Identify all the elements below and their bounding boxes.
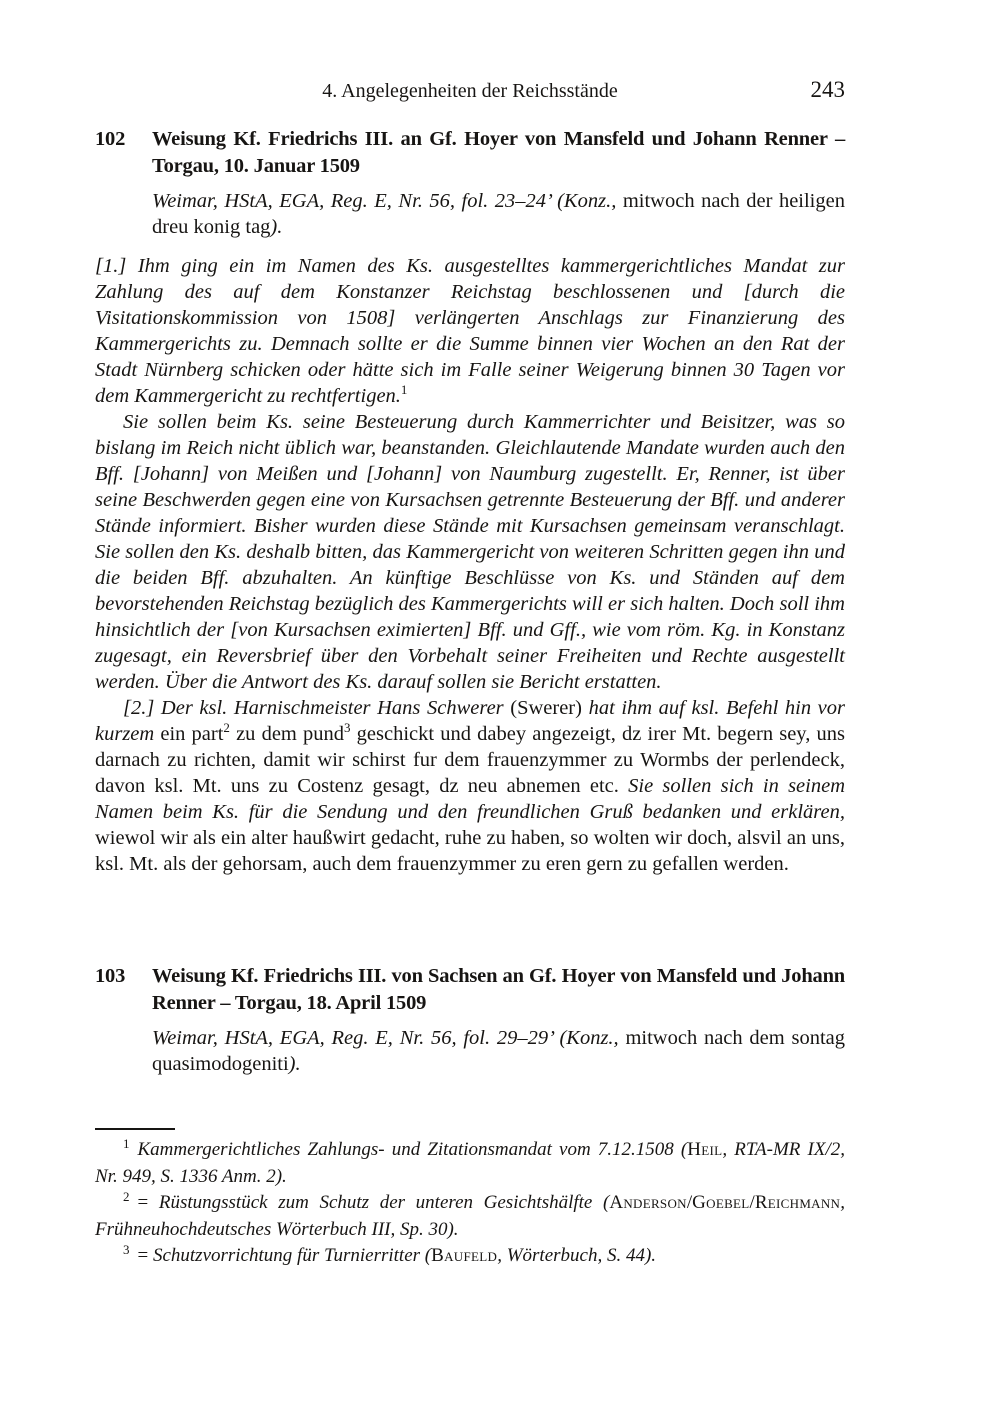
- footnote-marker: 1: [123, 1135, 130, 1151]
- source-closing: ).: [288, 1053, 301, 1075]
- entry-102-heading: [95, 126, 845, 180]
- footnote-text: Kammergerichtliches Zahlungs- und Zitationsmandat vom 7.12.1508 (: [137, 1139, 688, 1160]
- author-separator: /: [749, 1192, 755, 1213]
- summary-text: [2.] Der ksl. Harnischmeister Hans Schwerer: [123, 697, 511, 719]
- footnote-text: , RTA-MR IX/2, Nr. 949, S. 1336 Anm. 2).: [95, 1139, 846, 1187]
- footnote-text: , Wörterbuch, S. 44).: [497, 1245, 657, 1266]
- text-block: [95, 77, 846, 877]
- page-number: 243: [810, 77, 845, 102]
- entry-102-summary-paragraph-2: [95, 409, 845, 695]
- date-note: mitwoch nach dem sontag quasimodogeniti: [152, 1027, 845, 1075]
- cited-author: Baufeld: [431, 1245, 498, 1266]
- running-header-title: 4. Angelegenheiten der Reichsstände: [322, 80, 618, 102]
- summary-text: Sie sollen beim Ks. seine Besteuerung durch Kammerrichter und Beisitzer, was so bislang im Reich nicht üblich war, beanstanden. Gleichlautende Mandate wurden auch den Bff. [Johann] von Meißen und [Johann] von Naumburg zugestellt. Er, Renner, ist über seine Beschwerden gegen eine von Kursachsen getrennte Besteuerung der Bff. und anderer Stände informiert. Bisher wurden diese Stände mit Kursachsen gemeinsam veranschlagt. Sie sollen den Ks. deshalb bitten, das Kammergericht von weiteren Schritten gegen ihn und die beiden Bff. abzuhalten. An künftige Beschlüsse von Ks. und Ständen auf dem bevorstehenden Reichstag bezüglich des Kammergerichts will er sich halten. Doch soll ihm hinsichtlich der [von Kursachsen eximierten] Bff. und Gff., wie vom röm. Kg. in Konstanz zugesagt, ein Reversbrief über den Vorbehalt seiner Freiheiten und Rechte ausgestellt werden. Über die Antwort des Ks. darauf sollen sie Bericht erstatten.: [95, 411, 845, 693]
- archive-reference: Weimar, HStA, EGA, Reg. E, Nr. 56, fol. 29–29’ (Konz.,: [152, 1027, 619, 1049]
- quote-text: wiewol wir als ein alter haußwirt gedacht, ruhe zu haben, so wolten wir doch, alsvil an uns, ksl. Mt. als der gehorsam, auch dem frauenzymmer zu eren gern zu gefallen werden.: [95, 827, 845, 875]
- footnote-section: [95, 1128, 845, 1270]
- author-separator: /: [686, 1192, 693, 1213]
- footnote-reference-2: 2: [223, 720, 230, 736]
- quote-text: (Swerer): [510, 697, 589, 719]
- summary-text: Sie sollen sich in seinem Namen beim Ks. für die Sendung und den freundlichen Gruß bedanken und erklären,: [95, 775, 845, 823]
- footnote-marker: 3: [123, 1241, 130, 1257]
- quote-text: zu dem pund: [229, 723, 345, 745]
- footnote-3: [95, 1243, 845, 1270]
- footnote-text: Schutzvorrichtung für Turnierritter (: [152, 1245, 432, 1266]
- footnote-2: [95, 1190, 845, 1243]
- entry-103-number: 103: [95, 965, 126, 987]
- summary-text: [1.] Ihm ging ein im Namen des Ks. ausgestelltes kammergerichtliches Mandat zur Zahlung des auf dem Konstanzer Reichstag beschlossenen und [durch die Visitationskommission von 1508] verlängerten Anschlags zur Finanzierung des Kammergerichts zu. Demnach sollte er die Summe binnen vier Wochen an den Rat der Stadt Nürnberg schicken oder hätte sich im Falle seiner Weigerung binnen 30 Tagen vor dem Kammergericht zu rechtfertigen.: [95, 255, 845, 407]
- quote-text: ein part: [160, 723, 224, 745]
- footnote-separator-rule: [95, 1128, 175, 1130]
- footnote-marker: 2: [123, 1188, 130, 1204]
- entry-102-number: 102: [95, 128, 126, 150]
- entry-103-heading: [95, 963, 845, 1017]
- date-note: mitwoch nach der heiligen dreu konig tag: [152, 190, 845, 238]
- footnote-1: [95, 1137, 845, 1190]
- equals-sign: =: [137, 1245, 153, 1266]
- entry-102-quote-paragraph: [95, 695, 845, 877]
- entry-103-source: [152, 1025, 845, 1077]
- quote-text: geschickt und dabey angezeigt, dz irer Mt. begern sey, uns darnach zu richten, damit wir schirst fur dem frauenzymmer zu Wormbs der perlendeck, davon ksl. Mt. uns zu Costenz gesagt, dz neu abnemen etc.: [95, 723, 845, 797]
- footnote-reference-1: 1: [400, 382, 408, 398]
- summary-text: hat ihm auf ksl. Befehl hin vor kurzem: [95, 697, 846, 745]
- cited-author: Heil: [687, 1139, 723, 1160]
- footnote-text: , Frühneuhochdeutsches Wörterbuch III, Sp. 30).: [95, 1192, 845, 1240]
- running-header: [95, 77, 845, 106]
- cited-author: Reichmann: [754, 1192, 841, 1213]
- entry-102-source: [152, 188, 845, 240]
- footnote-text: Rüstungsstück zum Schutz der unteren Gesichtshälfte (: [158, 1192, 610, 1213]
- archive-reference: Weimar, HStA, EGA, Reg. E, Nr. 56, fol. 23–24’ (Konz.,: [152, 190, 617, 212]
- cited-author: Goebel: [692, 1192, 750, 1213]
- source-closing: ).: [270, 216, 283, 238]
- cited-author: Anderson: [609, 1192, 687, 1213]
- entry-103-block: [95, 963, 845, 1077]
- entry-102-summary-paragraph-1: [95, 253, 845, 409]
- footnote-reference-3: 3: [344, 720, 351, 736]
- entry-102-title: Weisung Kf. Friedrichs III. an Gf. Hoyer von Mansfeld und Johann Renner – Torgau, 10. Januar 1509: [152, 128, 845, 177]
- entry-103-title: Weisung Kf. Friedrichs III. von Sachsen an Gf. Hoyer von Mansfeld und Johann Renner – Torgau, 18. April 1509: [152, 965, 845, 1014]
- equals-sign: =: [137, 1192, 159, 1213]
